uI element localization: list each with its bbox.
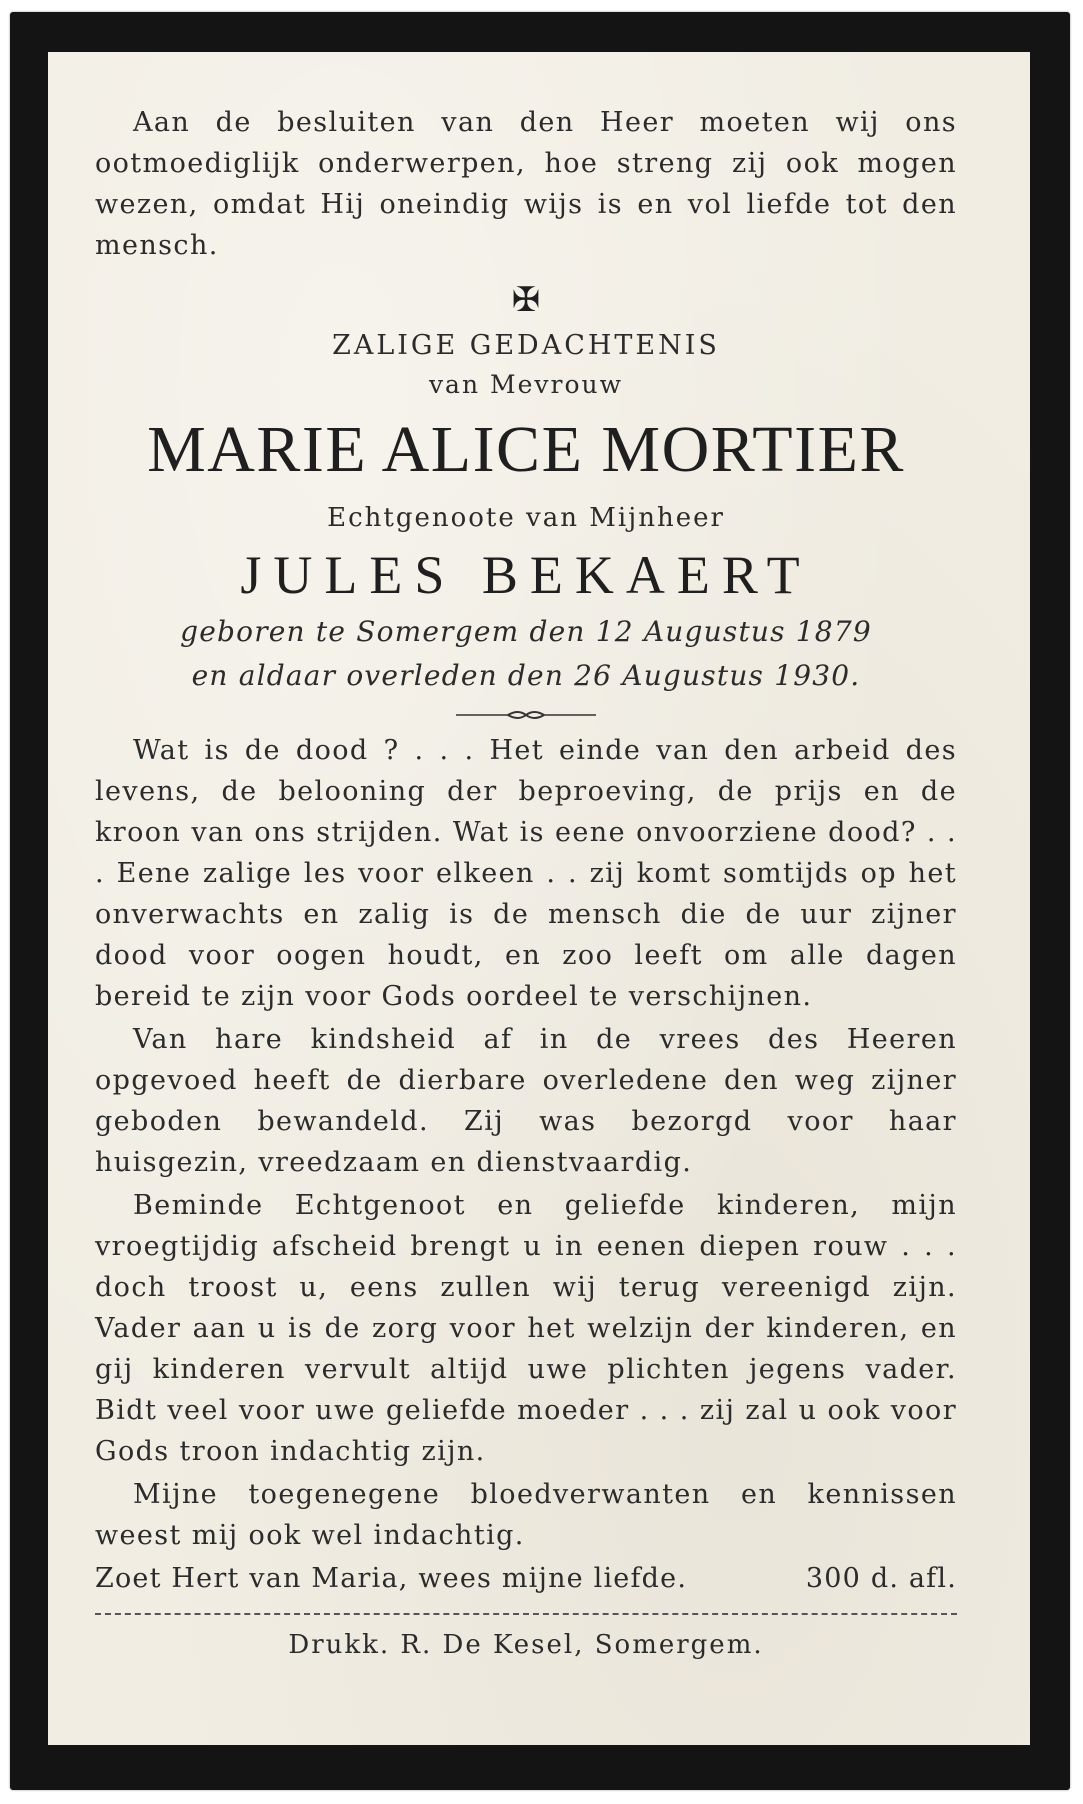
spouse-label: Echtgenoote van Mijnheer xyxy=(327,503,725,533)
indulgence-note: 300 d. afl. xyxy=(805,1563,957,1594)
van-mevrouw-label: van Mevrouw xyxy=(428,370,624,399)
closing-prayer: Zoet Hert van Maria, wees mijne liefde. xyxy=(95,1563,688,1594)
intro-text: Aan de besluiten van den Heer moeten wij ons ootmoediglijk onderwerpen, hoe streng zij ook mogen wezen, omdat Hij oneindig wijs is en vol liefde tot den mensch. xyxy=(95,107,957,261)
paragraph-childhood: Van hare kindsheid af in de vrees des Heeren opgevoed heeft de dierbare overledene den weg zijner geboden bewandeld. Zij was bezorgd voor haar huisgezin, vreedzaam en dienstvaardig. xyxy=(95,1024,957,1178)
death-line: en aldaar overleden den 26 Augustus 1930. xyxy=(191,659,861,692)
paragraph-relatives: Mijne toegenegene bloedverwanten en kennissen weest mij ook wel indachtig. xyxy=(95,1479,957,1551)
deceased-name: MARIE ALICE MORTIER xyxy=(147,413,905,486)
cross-icon: ✠ xyxy=(511,280,541,320)
printer-credit: Drukk. R. De Kesel, Somergem. xyxy=(288,1630,764,1660)
closing-line xyxy=(95,1558,957,1599)
memorial-card xyxy=(10,12,1070,1790)
paragraph-farewell: Beminde Echtgenoot en geliefde kinderen, mijn vroegtijdig afscheid brengt u in eenen diepen rouw . . . doch troost u, eens zullen wij terug vereenigd zijn. Vader aan u is de zorg voor het welzijn der kinderen, en gij kinderen vervult altijd uwe plichten jegens vader. Bidt veel voor uwe geliefde moeder . . . zij zal u ook voor Gods troon indachtig zijn. xyxy=(95,1190,957,1467)
card-content xyxy=(95,102,957,1665)
card-paper xyxy=(48,52,1030,1745)
paragraph-death: Wat is de dood ? . . . Het einde van den arbeid des levens, de belooning der beproeving, de prijs en de kroon van ons strijden. Wat is eene onvoorziene dood? . . . Eene zalige les voor elkeen . . zij komt somtijds op het onverwachts en zalig is de mensch die de uur zijner dood voor oogen houdt, en zoo leeft om alle dagen bereid te zijn voor Gods oordeel te verschijnen. xyxy=(95,735,957,1012)
memorial-heading: ZALIGE GEDACHTENIS xyxy=(332,330,720,361)
spouse-name: JULES BEKAERT xyxy=(240,545,812,605)
divider-ornament-icon xyxy=(456,708,596,722)
birth-line: geboren te Somergem den 12 Augustus 1879 xyxy=(180,615,872,648)
footer-rule xyxy=(95,1613,957,1615)
